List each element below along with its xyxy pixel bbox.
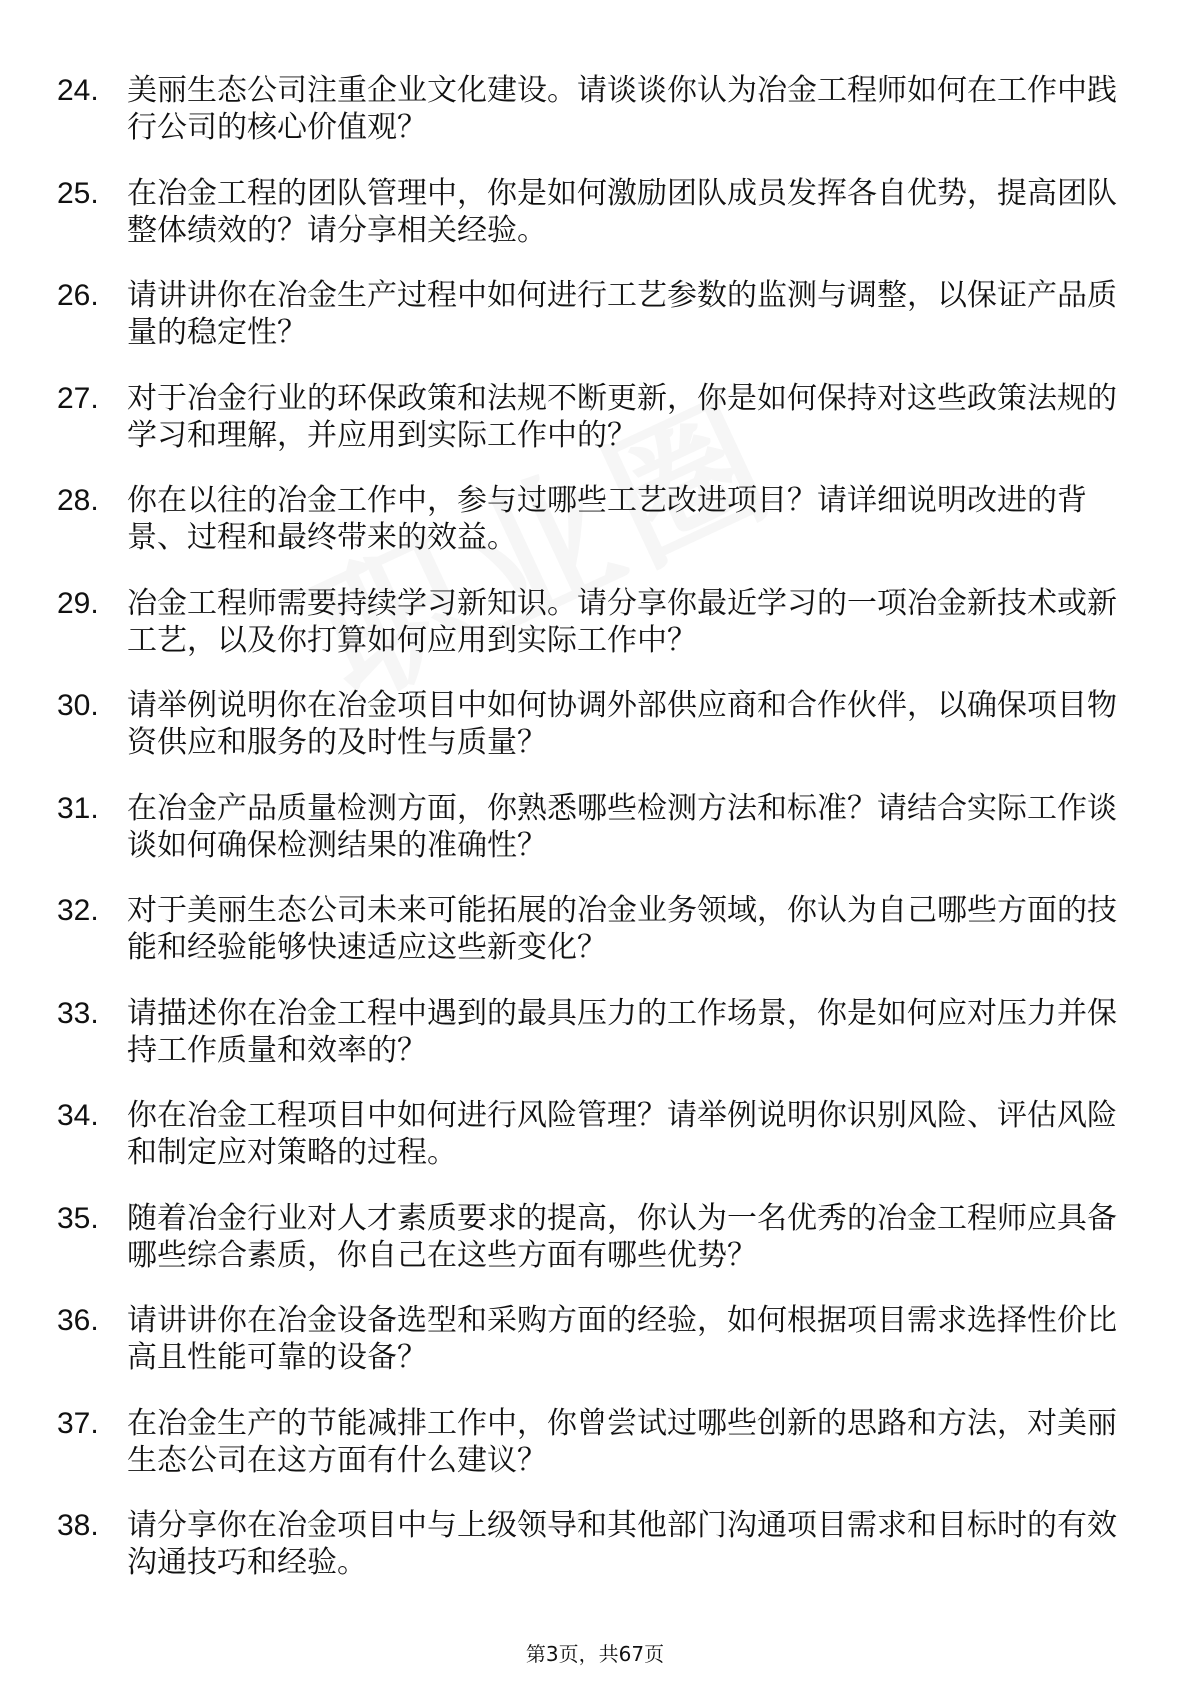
question-number: 33. — [57, 996, 99, 1030]
question-number: 24. — [57, 74, 99, 107]
question-text: 冶金工程师需要持续学习新知识。请分享你最近学习的一项冶金新技术或新工艺，以及你打算如何应用到实际工作中？ — [127, 585, 1117, 658]
question-number: 28. — [57, 484, 99, 517]
question-number: 30. — [57, 689, 99, 722]
question-item — [57, 995, 1117, 1098]
question-text: 在冶金工程的团队管理中，你是如何激励团队成员发挥各自优势，提高团队整体绩效的？请分享相关经验。 — [127, 175, 1117, 248]
question-number: 37. — [57, 1406, 99, 1440]
question-number: 25. — [57, 176, 99, 210]
question-text: 请讲讲你在冶金设备选型和采购方面的经验，如何根据项目需求选择性价比高且性能可靠的设备？ — [127, 1303, 1117, 1375]
question-text: 对于美丽生态公司未来可能拓展的冶金业务领域，你认为自己哪些方面的技能和经验能够快速适应这些新变化？ — [127, 893, 1117, 965]
question-number: 32. — [57, 894, 99, 927]
question-item — [57, 380, 1117, 483]
question-item — [57, 482, 1117, 585]
question-item — [57, 892, 1117, 995]
question-item — [57, 1097, 1117, 1200]
question-item — [57, 175, 1117, 278]
question-item — [57, 277, 1117, 380]
page-footer: 第3页，共67页 — [525, 1642, 665, 1666]
question-item — [57, 585, 1117, 688]
question-item — [57, 1302, 1117, 1405]
question-item — [57, 1405, 1117, 1508]
question-text: 请举例说明你在冶金项目中如何协调外部供应商和合作伙伴，以确保项目物资供应和服务的及时性与质量？ — [127, 688, 1117, 760]
question-item — [57, 72, 1117, 175]
question-text: 请讲讲你在冶金生产过程中如何进行工艺参数的监测与调整，以保证产品质量的稳定性？ — [127, 278, 1117, 350]
question-text: 在冶金产品质量检测方面，你熟悉哪些检测方法和标准？请结合实际工作谈谈如何确保检测结果的准确性？ — [127, 790, 1117, 863]
question-item — [57, 687, 1117, 790]
question-number: 36. — [57, 1304, 99, 1337]
question-text: 请描述你在冶金工程中遇到的最具压力的工作场景，你是如何应对压力并保持工作质量和效率的？ — [127, 995, 1117, 1068]
question-text: 在冶金生产的节能减排工作中，你曾尝试过哪些创新的思路和方法，对美丽生态公司在这方面有什么建议？ — [127, 1405, 1117, 1478]
question-text: 你在以往的冶金工作中，参与过哪些工艺改进项目？请详细说明改进的背景、过程和最终带来的效益。 — [127, 483, 1087, 555]
question-item — [57, 790, 1117, 893]
question-text: 随着冶金行业对人才素质要求的提高，你认为一名优秀的冶金工程师应具备哪些综合素质，你自己在这些方面有哪些优势？ — [127, 1200, 1117, 1273]
question-text: 美丽生态公司注重企业文化建设。请谈谈你认为冶金工程师如何在工作中践行公司的核心价值观？ — [127, 73, 1117, 145]
question-item — [57, 1200, 1117, 1303]
question-number: 26. — [57, 279, 99, 312]
question-number: 31. — [57, 791, 99, 825]
question-text: 你在冶金工程项目中如何进行风险管理？请举例说明你识别风险、评估风险和制定应对策略的过程。 — [127, 1098, 1117, 1170]
question-number: 35. — [57, 1201, 99, 1235]
question-number: 38. — [57, 1509, 99, 1542]
question-number: 27. — [57, 381, 99, 415]
question-number: 34. — [57, 1099, 99, 1132]
question-text: 请分享你在冶金项目中与上级领导和其他部门沟通项目需求和目标时的有效沟通技巧和经验。 — [127, 1508, 1117, 1580]
question-item — [57, 1507, 1117, 1610]
question-list — [57, 72, 1117, 1610]
question-number: 29. — [57, 586, 99, 620]
question-text: 对于冶金行业的环保政策和法规不断更新，你是如何保持对这些政策法规的学习和理解，并应用到实际工作中的？ — [127, 380, 1117, 453]
